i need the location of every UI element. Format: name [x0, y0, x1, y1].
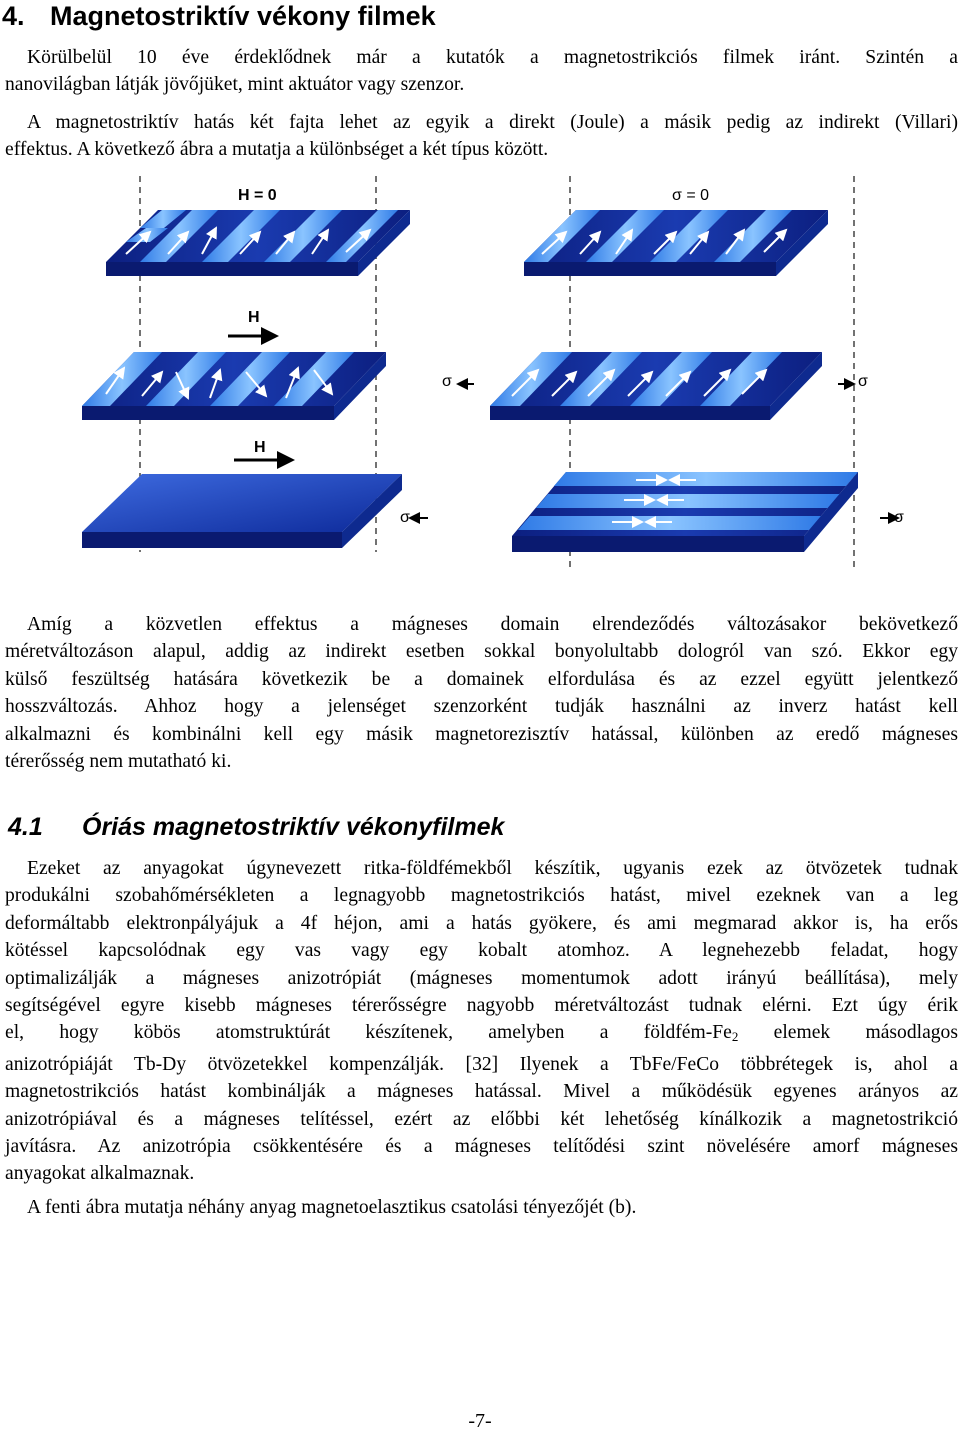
text-line: optimalizálják a mágneses anizotrópiát (mágneses momentumok adott irányú beállítása), mely: [5, 967, 958, 989]
text-line: térerősség nem mutatható ki.: [5, 751, 232, 773]
label-sigma-left-bottom: σ: [400, 509, 410, 526]
text-line: produkálni szobahőmérsékleten a legnagyobb magnetostrikciós hatást, mivel ezeknek van a leg: [5, 885, 958, 907]
text-line: méretváltozáson alapul, addig az indirekt esetben sokkal bonyolultabb dologról van szó. Ekkor egy: [5, 641, 958, 663]
text-line: Amíg a közvetlen effektus a mágneses domain elrendeződés változásakor bekövetkező: [27, 614, 958, 635]
left-bottom-slab: [82, 474, 402, 548]
label-sigma-right-bottom: σ: [894, 509, 904, 526]
effect-types-paragraph: [5, 109, 958, 164]
text-line: javításra. Az anizotrópia csökkentésére és a mágneses telítődési szint növelésére amorf mágneses: [5, 1136, 958, 1158]
text-fragment: elemek másodlagos: [738, 1022, 958, 1044]
text-fragment: el, hogy köbös atomstruktúrát készítenek, amelyben a földfém-Fe: [5, 1022, 732, 1044]
subsection-title: Óriás magnetostriktív vékonyfilmek: [82, 813, 505, 841]
text-line: nanovilágban látják jövőjüket, mint aktuátor vagy szenzor.: [5, 74, 465, 96]
text-line: anyagokat alkalmaznak.: [5, 1163, 195, 1185]
section-heading: [2, 0, 436, 32]
label-h-middle: H: [248, 309, 260, 326]
subsection-heading: [8, 811, 504, 843]
text-line: anizotrópiával és a mágneses telítéssel, ezért az előbbi két lehetőség kínálkozik a magnetostrikció: [5, 1108, 958, 1130]
label-sigma-zero: σ = 0: [672, 187, 710, 204]
text-line: Körülbelül 10 éve érdeklődnek már a kutatók a magnetostrikciós filmek iránt. Szintén a: [27, 47, 958, 68]
text-line: Ezeket az anyagokat úgynevezett ritka-földfémekből készítik, ugyanis ezek az ötvözetek tudnak: [27, 858, 958, 879]
text-line: kötéssel kapcsolódnak egy vas vagy egy kobalt atomhoz. A legnehezebb feladat, hogy: [5, 940, 958, 962]
subscript: 2: [731, 1029, 739, 1045]
text-line: A magnetostriktív hatás két fajta lehet az egyik a direkt (Joule) a másik pedig az indirekt (Villari): [27, 112, 958, 133]
text-line: A fenti ábra mutatja néhány anyag magnetoelasztikus csatolási tényezőjét (b).: [27, 1197, 637, 1218]
closing-paragraph: [5, 1194, 958, 1221]
text-line: anizotrópiáját Tb-Dy ötvözetekkel kompenzálják. [32] Ilyenek a TbFe/FeCo többrétegek is, ahol a: [5, 1053, 958, 1075]
label-h-bottom: H: [254, 439, 266, 456]
label-h-zero: H = 0: [238, 187, 277, 204]
left-middle-slab: [82, 352, 386, 420]
text-line: segítségével egyre kisebb mágneses térerősségre nagyobb méretváltozást tudnak elérni. Ezt úgy érik: [5, 995, 958, 1017]
subsection-number: 4.1: [8, 813, 43, 841]
text-line: alkalmazni és kombinálni kell egy másik magnetorezisztív hatással, különben az eredő mágneses: [5, 723, 958, 745]
right-middle-slab: [490, 352, 822, 420]
left-top-slab: [106, 210, 410, 276]
text-line: effektus. A következő ábra a mutatja a különbséget a két típus között.: [5, 139, 549, 161]
text-line: deformáltabb elektronpályájuk a 4f héjon, ami a hatás gyökere, és ami megmarad akkor is, ha erős: [5, 912, 958, 934]
text-line: [5, 1019, 958, 1050]
right-bottom-slab: [512, 472, 858, 552]
rare-earth-paragraph: [5, 855, 958, 1188]
label-sigma-right-middle: σ: [858, 373, 868, 390]
intro-paragraph: [5, 44, 958, 99]
effect-explanation-paragraph: [5, 611, 958, 775]
section-title: Magnetostriktív vékony filmek: [50, 1, 436, 31]
text-line: magnetostrikciós hatást kombinálják a mágneses hatással. Mivel a működésük egyenes arányos az: [5, 1081, 958, 1103]
magnetostriction-figure: [76, 172, 938, 574]
text-line: külső feszültség hatására következik be a domainek elfordulása és az ezzel együtt jelentkező: [5, 668, 958, 690]
right-top-slab: [524, 210, 828, 276]
label-sigma-left-middle: σ: [442, 373, 452, 390]
section-number: 4.: [2, 1, 25, 31]
text-line: hosszváltozás. Ahhoz hogy a jelenséget szenzorként tudják használni az inverz hatást kell: [5, 696, 958, 718]
page-number: -7-: [468, 1410, 492, 1432]
